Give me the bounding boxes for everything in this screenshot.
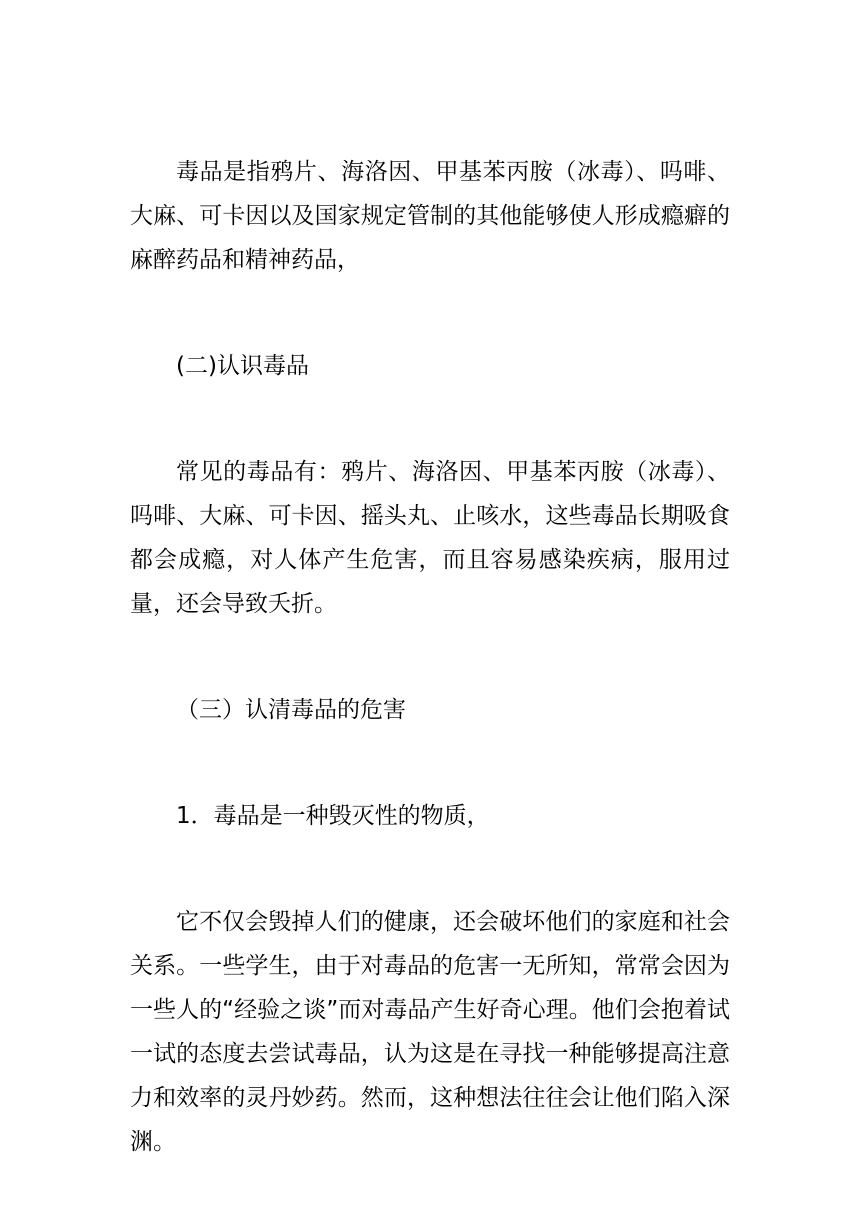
list-item-1: 1．毒品是一种毁灭性的物质，: [176, 803, 490, 829]
paragraph-drug-definition: 毒品是指鸦片、海洛因、甲基苯丙胺（冰毒）、吗啡、大麻、可卡因以及国家规定管制的其他能够使人形成瘾癖的麻醉药品和精神药品，: [130, 159, 730, 273]
section-heading-know-drugs: (二)认识毒品: [176, 353, 309, 379]
paragraph-harm-details: 它不仅会毁掉人们的健康，还会破坏他们的家庭和社会关系。一些学生，由于对毒品的危害一无所知，常常会因为一些人的“经验之谈”而对毒品产生好奇心理。他们会抱着试一试的态度去尝试毒品，认为这是在寻找一种能够提高注意力和效率的灵丹妙药。然而，这种想法往往会让他们陷入深渊。: [130, 909, 730, 1155]
document-body: [130, 150, 730, 1164]
section-heading-drug-harm: （三）认清毒品的危害: [176, 697, 406, 723]
paragraph-common-drugs: 常见的毒品有：鸦片、海洛因、甲基苯丙胺（冰毒）、吗啡、大麻、可卡因、摇头丸、止咳水，这些毒品长期吸食都会成瘾，对人体产生危害，而且容易感染疾病，服用过量，还会导致夭折。: [130, 459, 730, 617]
